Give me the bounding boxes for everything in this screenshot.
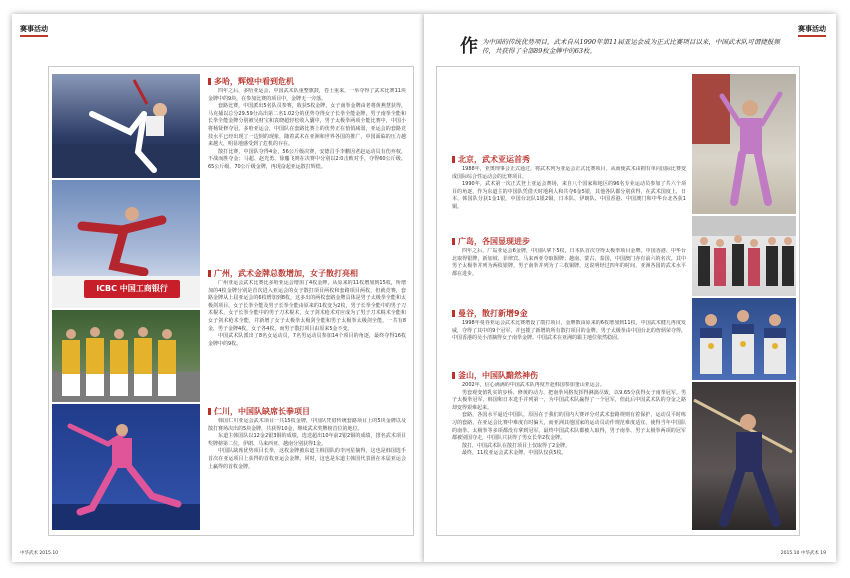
- paragraph: 东道主韩国队以12金2银3铜的成绩，选送超出10年前2银2铜的成绩，排名武术项目奖牌榜第二位，伊朗、马来西亚、越南分别获得1金。: [208, 433, 406, 447]
- wushu-kick-illustration: [52, 74, 200, 178]
- paragraph: 2002年，信心满满的中国武术队再度开赴韩国参加釜山亚运会。: [462, 382, 605, 388]
- section-tag-underline: [798, 35, 826, 37]
- wushu-pink-performer-illustration: [52, 404, 200, 530]
- staff-performer-photo: [692, 382, 796, 530]
- section-tag: [20, 24, 48, 37]
- section-body: [452, 248, 686, 298]
- section-tag-label: 赛事活动: [20, 25, 48, 33]
- left-page: [12, 14, 424, 562]
- paragraph: 男套观变值乳实的步桥、修黄的动力、把南拳风格发挥得淋漓尽致，以9.65分获得女子南拳冠军。男子太极拳冠军，韩国和日本选手并列第一，为中国武术队赢得了一个冠军，但此后中国武术队的夺金之路却变得艰难起来。: [452, 389, 686, 411]
- wushu-kick-photo: [52, 74, 200, 178]
- paragraph: 最终，11枚亚运会武术金牌，中国队仅获5枚。: [462, 450, 567, 457]
- section-title: 釜山，中国队黯然神伤: [452, 370, 538, 381]
- paragraph: 套路，各国水平逼近中国队，原因在于我们的国内大赛评分对武术套路规则有着保护，运动员平时练习的套路，在亚运会比赛中难度有时偏大，而亚洲其他国家的运动员动作规范难度适宜，使得当年中国队的南拳、太极拳等多项都没有拿到冠军。最终中国武术队都被人取得，男子南拳、男子太极拳两项的冠军都被别国夺走，中国队只获得了男女长拳2枚金牌。: [452, 412, 686, 442]
- section-body: [452, 166, 686, 230]
- staff-performer-illustration: [692, 382, 796, 530]
- section-body: [208, 418, 406, 530]
- paragraph: 散打，中国武术队在散打项目上仅取得了2金牌。: [462, 442, 571, 449]
- right-page: [424, 14, 836, 562]
- page-footer: 中华武术 2015.10: [20, 551, 59, 556]
- section-body: [452, 382, 686, 530]
- intro-text: 为中国的传统优势项目，武术自从1990年第11届亚运会成为正式比赛项目以来，中国武术队可谓捷报频传，共获得了全部89枚金牌中的63枚。: [482, 38, 780, 55]
- paragraph: 散打比赛，中国队夺得4金，56公斤级决赛，安德昌手李鹏因老赵运动员有伤弃权，不战而胜夺金；马超、赵光勇、徐鏖飞则在决赛中分别以2:0击败对手，夺得60公斤级、65公斤级、70公斤级金牌，再现奋起亚运散打辉煌。: [208, 148, 406, 170]
- section-title: 多哈，辉煌中看到危机: [208, 76, 294, 87]
- paragraph: 中国队缺席优势项目长拳，这枚金牌被东道主韩国队的李河星摘得，这也是韩国选手首次在亚运项目上获得的首枚亚运会金牌。同时，这也是东道主韩国代表团在本届亚运会上赢得的首枚金牌。: [208, 448, 406, 470]
- section-tag-label: 赛事活动: [798, 25, 826, 33]
- section-title: 曼谷，散打新增9金: [452, 308, 528, 319]
- section-title: 广岛，各国显现进步: [452, 236, 530, 247]
- medalists-illustration: [692, 298, 796, 380]
- paragraph: 1988年，亚奥理事会正式通过，将武术列为亚运会正式比赛项目，从而使武术由拥有单向国际比赛变成国际综合性运动会的比赛项目。: [452, 166, 686, 180]
- paragraph: 1998年曼谷亚运会武术比赛增设了散打项目，金牌数由原来的6枚增加到11枚，中国武术健儿再度发威，夺得了其中的9个冠军，并包揽了新增的所有散打项目的金牌。男子太极拳由中国台北的詹炳荣夺得，中国香港的吴小清摘得女子南拳金牌。中国武术在亚洲的霸主地位依然稳固。: [452, 320, 686, 342]
- section-body: [208, 280, 406, 398]
- sponsor-banner: ICBC 中国工商银行: [96, 284, 168, 293]
- paragraph: 四年之后，广岛亚运会6金牌，中国队拿下5枚，日本队首次夺得太极拳项目金牌。中国香港、中华台北取得银牌，新加坡、菲律宾、马来西亚夺取铜牌；越南、蒙古、泰国，中国澳门亦有前六的名次。其中男子太极拳并列为两枚银牌，男子南拳并列为了三枚铜牌。这说明经过四年的时间，亚洲各国的武术水平都在进步。: [452, 248, 686, 277]
- paragraph: 韩国仁川亚运会武术项目一共15枚金牌，中国队凭借传统套路项目上的5块金牌以及散打赛场决出的5块金牌，共获得10金，继续武术奖牌榜首位的地位。: [208, 418, 406, 432]
- wushu-pink-performer-photo: [52, 404, 200, 530]
- paragraph: 中国武术队派出了8名女运动员，7名男运动员参加14个项目的角逐，最终夺得16枚金牌中的9枚。: [208, 333, 406, 347]
- section-body: [452, 320, 686, 364]
- team-ceremony-photo: [52, 310, 200, 402]
- paragraph: 1990年，武术第一次正式登上亚运会赛场，来自八个国家和地区的96名专业运动员参加了共六个项目的角逐，作为东道主的中国队凭借天时地利人和共夺6金5银，其他各队都分别获得，在武术国度上，日本、韩国队分获1金1银，中国台北队1银2铜，日本队、伊朗队、中国香港、中国澳门和中华台北各获1铜。: [452, 181, 686, 210]
- paragraph: 广州亚运会武术比赛比多哈亚运会增加了4枚金牌，从原来的11枚增加到15枚，所增加的4枚金牌分别是首次进入亚运会的女子散打项目两枚和套路项目两枚，但就竞赛，套路金牌从上届亚运会的6枚增加到8枚，这多出的两枚套路金牌具体是男子太极拳全能和太极剑项目，女子长拳全能及男子长拳全能由原来的1枚变为2枚，男子长拳全能中的男子刀术棍术，女子长拳全能中的男子刀术棍术，女子剑术枪术对应成为了男子刀术棍术全能和女子剑术枪术全能，并新增了女子太极拳太极剑全能和男子太极拳太极剑全能，一共有8金，男子金牌4枚，女子各4枚，而男子散打项目由原来5金不变。: [208, 280, 406, 332]
- section-title: 广州，武术金牌总数增加，女子散打亮相: [208, 268, 358, 279]
- paragraph: 套路比赛，中国派出5名队员参赛，收获5枚金牌，女子南拳金牌由老将黄燕慧获得，马克捕以总分29.59分高出第二名1.02分的优势夺得女子长拳全能金牌，男子南拳全能和长拳全能金牌分别被吴财宝和袁晓超轻松收入囊中，男子太极拳两项全能比赛中，中国小将杨贤修夺冠。多哈亚运会，中国队在套路比赛上的优势正在悄悄减弱，亚运会的套路竞技水平已经出现了一边倒的现象，随着武术在亚洲和世界各国的推广，中国面临的压力越来越大，明显地感受到了危机的存在。: [208, 103, 406, 148]
- taiji-athlete-photo: [692, 74, 796, 214]
- section-tag: [798, 24, 826, 37]
- team-ceremony-illustration: [52, 310, 200, 402]
- taiji-athlete-illustration: [692, 74, 796, 214]
- group-delegation-photo: [692, 216, 796, 296]
- group-delegation-illustration: [692, 216, 796, 296]
- wushu-fighter-photo: [52, 180, 200, 308]
- medalists-photo: [692, 298, 796, 380]
- section-title: 北京，武术亚运首秀: [452, 154, 530, 165]
- section-title: 仁川，中国队缺席长拳项目: [208, 406, 310, 417]
- section-body: [208, 88, 406, 264]
- section-tag-underline: [20, 35, 48, 37]
- intro-drop-cap: 作: [460, 36, 478, 57]
- page-footer: 2015.10 中华武术 19: [780, 551, 826, 556]
- paragraph: 四年之后，多哈亚运会，中国武术队重整旗鼓，卷土重来，一举夺得了武术比赛11块金牌中的9块，在参加比赛的项目中，金牌无一旁落。: [208, 88, 406, 102]
- intro-paragraph: [460, 38, 788, 56]
